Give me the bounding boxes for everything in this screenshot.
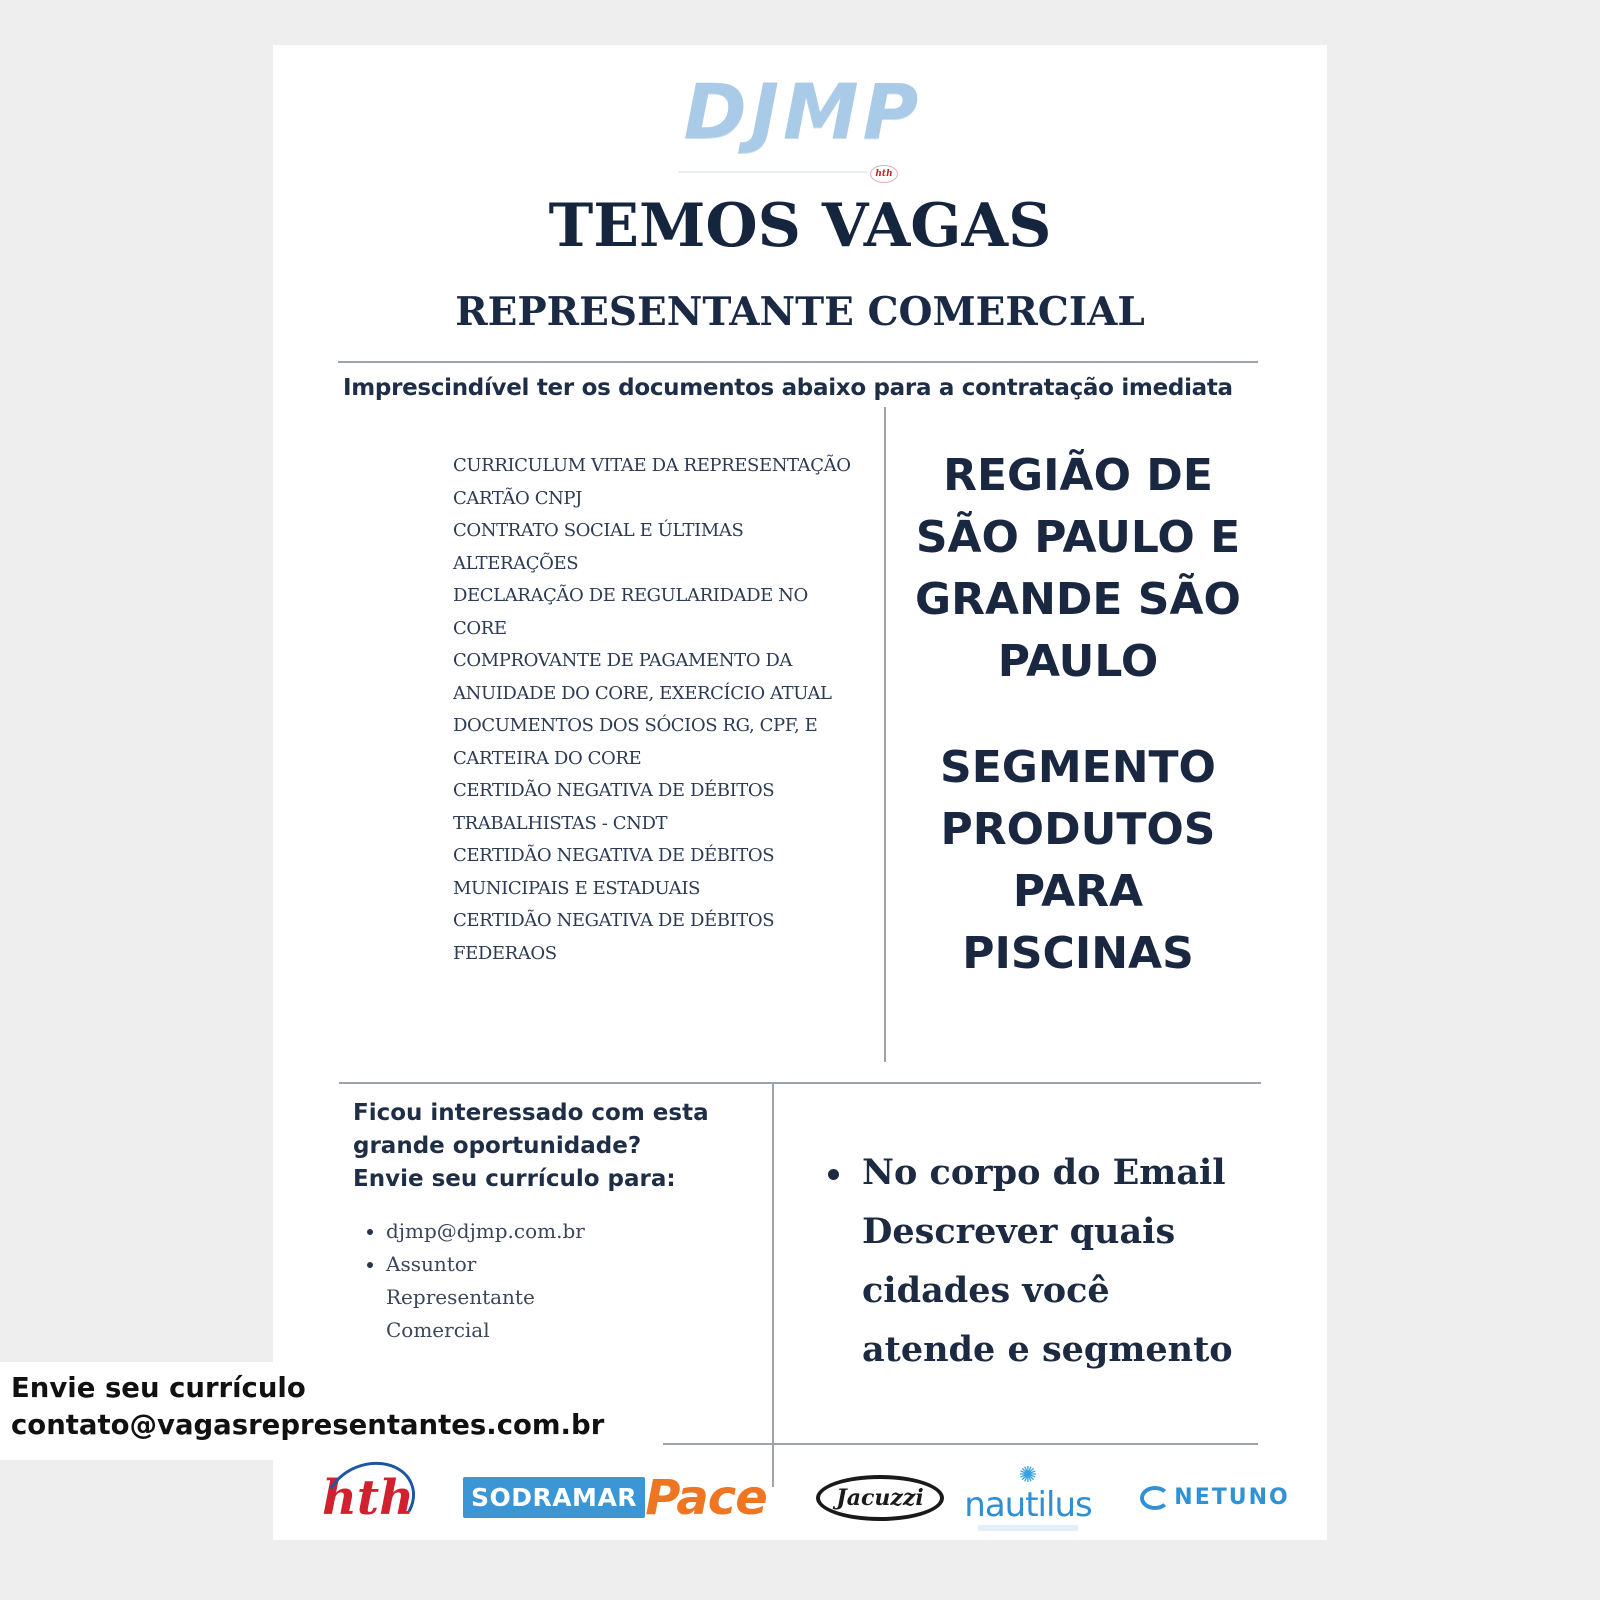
document-item: CARTÃO CNPJ <box>453 487 582 509</box>
email-note-line: Descrever quais <box>862 1211 1176 1252</box>
pace-logo-text: Pace <box>645 1469 767 1526</box>
email-instructions <box>818 1143 1248 1379</box>
cta-list <box>353 1215 633 1347</box>
bullet-dot <box>367 1262 373 1268</box>
hth-ring-icon <box>314 1449 426 1540</box>
hth-logo-text: hth <box>322 1469 414 1526</box>
contact-overlay-text <box>11 1370 651 1444</box>
cta-subject-item <box>353 1248 633 1347</box>
hth-badge: hth <box>870 165 898 183</box>
netuno-logo <box>1130 1455 1300 1540</box>
nautilus-tagline-bar <box>978 1525 1078 1531</box>
document-item: CERTIDÃO NEGATIVA DE DÉBITOS MUNICIPAIS E ESTADUAIS <box>453 845 775 899</box>
cta-subject-line: Assuntor <box>386 1252 477 1276</box>
netuno-swoosh-icon <box>1140 1486 1170 1510</box>
divider-middle <box>339 1082 1261 1084</box>
sodramar-logo-text: SODRAMAR <box>463 1477 645 1518</box>
email-note-line: atende e segmento <box>862 1329 1233 1370</box>
requirements-intro: Imprescindível ter os documentos abaixo para a contratação imediata <box>343 375 1233 401</box>
region-line: PAULO <box>997 636 1159 687</box>
segment-line: PARA <box>1012 866 1144 917</box>
document-item: CERTIDÃO NEGATIVA DE DÉBITOS FEDERAOS <box>453 910 775 964</box>
overlay-line: Envie seu currículo <box>11 1372 306 1404</box>
region-block <box>888 445 1268 985</box>
document-item: DECLARAÇÃO DE REGULARIDADE NO CORE <box>453 585 808 639</box>
brand-logos <box>273 1455 1327 1540</box>
page-subtitle: REPRESENTANTE COMERCIAL <box>455 289 1145 335</box>
email-note-line: No corpo do Email <box>862 1152 1226 1193</box>
cta-subject-line: Representante <box>386 1285 535 1309</box>
sunburst-icon: ✺ <box>1018 1462 1038 1488</box>
email-note-line: cidades você <box>862 1270 1110 1311</box>
overlay-email-link[interactable]: contato@vagasrepresentantes.com.br <box>11 1409 605 1441</box>
divider-vertical-lower <box>772 1082 774 1487</box>
divider-top <box>338 361 1258 363</box>
sodramar-logo <box>469 1455 639 1540</box>
region-spacer <box>888 693 1268 737</box>
cta-email-item <box>353 1215 633 1248</box>
netuno-logo-text: NETUNO <box>1174 1485 1290 1510</box>
region-line: SÃO PAULO E <box>915 512 1241 563</box>
jacuzzi-logo-text: Jacuzzi <box>816 1475 943 1521</box>
jacuzzi-logo <box>807 1455 953 1540</box>
bullet-dot <box>367 1229 373 1235</box>
cta-subject-line: Comercial <box>386 1318 490 1342</box>
nautilus-logo-text: nautilus <box>964 1484 1092 1525</box>
divider-bottom <box>663 1443 1258 1445</box>
hth-logo <box>318 1455 418 1540</box>
document-item: CURRICULUM VITAE DA REPRESENTAÇÃO <box>453 455 851 476</box>
document-item: CONTRATO SOCIAL E ÚLTIMAS ALTERAÇÕES <box>453 520 744 574</box>
bullet-dot <box>828 1169 839 1180</box>
divider-vertical-upper <box>884 407 886 1062</box>
pace-logo <box>645 1455 767 1540</box>
document-item: DOCUMENTOS DOS SÓCIOS RG, CPF, E CARTEIRA DO CORE <box>453 715 818 769</box>
cta-line: Ficou interessado com esta <box>353 1100 709 1126</box>
nautilus-logo <box>964 1455 1092 1540</box>
djmp-logo-text: DJMP <box>683 67 923 156</box>
document-item: COMPROVANTE DE PAGAMENTO DA ANUIDADE DO CORE, EXERCÍCIO ATUAL <box>453 650 832 704</box>
djmp-logo <box>668 67 938 177</box>
region-line: REGIÃO DE <box>943 450 1213 501</box>
logo-tagline-bar <box>678 171 868 173</box>
documents-list <box>453 450 863 970</box>
cta-email-link[interactable]: djmp@djmp.com.br <box>386 1219 585 1243</box>
cta-line: Envie seu currículo para: <box>353 1166 676 1192</box>
segment-line: SEGMENTO <box>940 742 1216 793</box>
job-poster <box>273 45 1327 1540</box>
segment-line: PISCINAS <box>962 928 1194 979</box>
cta-line: grande oportunidade? <box>353 1133 642 1159</box>
cta-heading <box>353 1097 733 1196</box>
segment-line: PRODUTOS <box>940 804 1216 855</box>
page-title: TEMOS VAGAS <box>548 191 1052 261</box>
contact-overlay <box>0 1362 655 1460</box>
region-line: GRANDE SÃO <box>915 574 1241 625</box>
document-item: CERTIDÃO NEGATIVA DE DÉBITOS TRABALHISTAS - CNDT <box>453 780 775 834</box>
